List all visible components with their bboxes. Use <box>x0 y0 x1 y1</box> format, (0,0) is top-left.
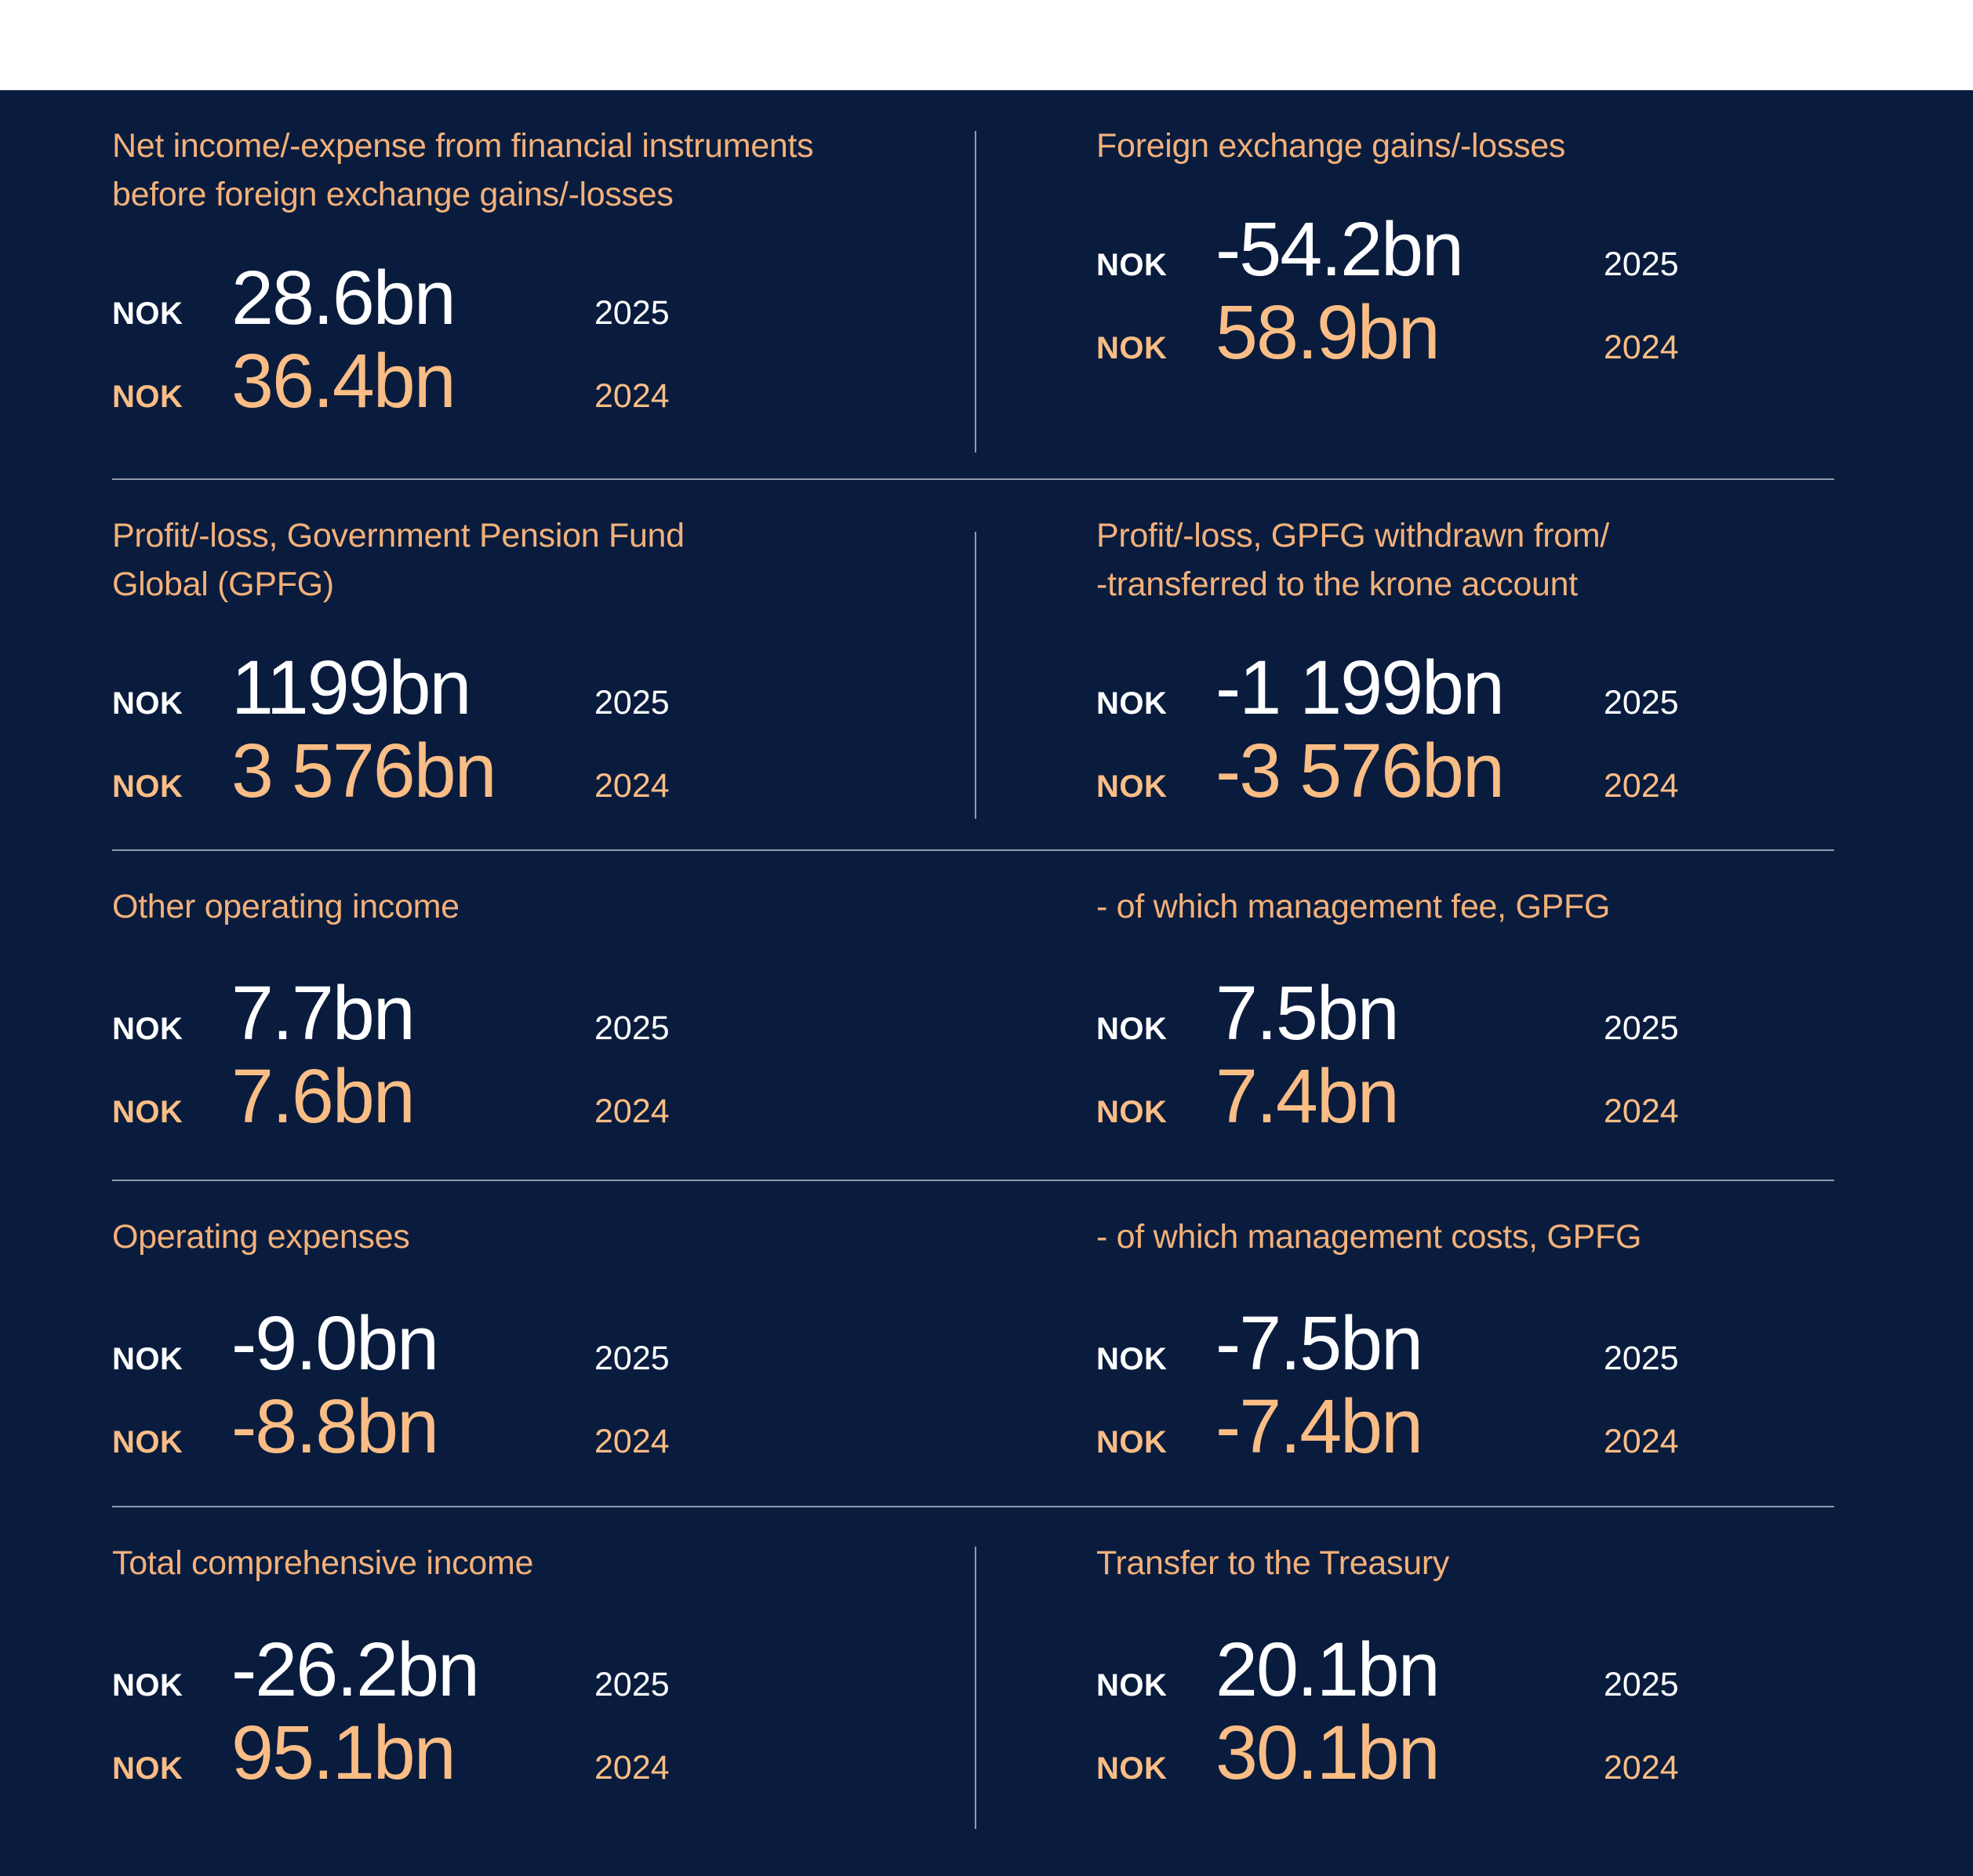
metric-value-2025: -1 199bn <box>1215 645 1503 730</box>
metric-value-2025: 20.1bn <box>1215 1627 1439 1712</box>
year-label-2025: 2025 <box>594 1666 670 1703</box>
year-label-2024: 2024 <box>1604 1093 1679 1130</box>
metric-values <box>1096 1628 1834 1794</box>
year-label-2025: 2025 <box>594 294 670 332</box>
metric-title <box>1096 1181 1834 1261</box>
card-profit-loss-gpfg <box>112 480 975 849</box>
currency-label: NOK <box>112 380 183 414</box>
metric-value-2025: 7.7bn <box>231 970 414 1056</box>
metric-title-line: Global (GPFG) <box>112 565 334 603</box>
currency-label: NOK <box>112 1751 183 1786</box>
value-line-2025 <box>112 256 975 340</box>
year-label-2024: 2024 <box>1604 329 1679 366</box>
metric-title-line: Foreign exchange gains/-losses <box>1096 127 1566 165</box>
metric-row-2 <box>112 480 1834 851</box>
metric-value-2024: 95.1bn <box>231 1710 455 1795</box>
metric-row-5 <box>112 1507 1834 1876</box>
currency-label: NOK <box>1096 331 1168 365</box>
currency-label: NOK <box>112 1095 183 1129</box>
currency-label: NOK <box>1096 686 1168 721</box>
year-label-2025: 2025 <box>594 1009 670 1047</box>
currency-label: NOK <box>1096 1751 1168 1786</box>
card-transfer-to-treasury <box>1096 1507 1834 1876</box>
currency-label: NOK <box>1096 1425 1168 1460</box>
card-operating-expenses <box>112 1181 975 1506</box>
metric-values <box>112 972 975 1138</box>
metric-value-2025: -9.0bn <box>231 1300 438 1386</box>
year-label-2025: 2025 <box>1604 245 1679 283</box>
metric-values <box>1096 646 1834 813</box>
metric-title-line: - of which management costs, GPFG <box>1096 1218 1642 1256</box>
vertical-divider <box>975 131 976 453</box>
metric-values <box>112 646 975 813</box>
year-label-2025: 2025 <box>1604 1340 1679 1377</box>
metric-values <box>112 1302 975 1468</box>
value-line-2025 <box>1096 1302 1834 1385</box>
value-line-2025 <box>1096 972 1834 1055</box>
metric-title-line: Operating expenses <box>112 1218 410 1256</box>
metric-title <box>112 480 975 609</box>
currency-label: NOK <box>112 1668 183 1703</box>
value-line-2024 <box>112 1711 975 1794</box>
value-line-2025 <box>112 1302 975 1385</box>
metric-value-2024: -3 576bn <box>1215 728 1503 813</box>
metric-values <box>112 1628 975 1794</box>
metric-value-2024: -8.8bn <box>231 1383 438 1469</box>
year-label-2024: 2024 <box>1604 1749 1679 1787</box>
value-line-2024 <box>112 1385 975 1468</box>
year-label-2025: 2025 <box>594 684 670 722</box>
metric-title-line: Profit/-loss, Government Pension Fund <box>112 517 685 554</box>
year-label-2024: 2024 <box>594 1749 670 1787</box>
currency-label: NOK <box>1096 1668 1168 1703</box>
card-management-fee-gpfg <box>1096 851 1834 1180</box>
metric-value-2025: 7.5bn <box>1215 970 1398 1056</box>
year-label-2024: 2024 <box>1604 767 1679 805</box>
vertical-divider <box>975 532 976 819</box>
year-label-2024: 2024 <box>594 767 670 805</box>
year-label-2024: 2024 <box>1604 1423 1679 1460</box>
metric-value-2025: -54.2bn <box>1215 206 1462 292</box>
year-label-2025: 2025 <box>1604 684 1679 722</box>
year-label-2024: 2024 <box>594 377 670 415</box>
value-line-2024 <box>112 729 975 813</box>
value-line-2024 <box>112 340 975 423</box>
metric-value-2025: 1199bn <box>231 645 471 730</box>
metric-title <box>1096 1507 1834 1587</box>
metric-value-2024: 7.4bn <box>1215 1053 1398 1139</box>
year-label-2025: 2025 <box>594 1340 670 1377</box>
card-profit-loss-gpfg-krone-account <box>1096 480 1834 849</box>
metric-title <box>112 90 975 219</box>
metric-title-line: Transfer to the Treasury <box>1096 1544 1450 1582</box>
card-net-income-financial-instruments <box>112 90 975 478</box>
currency-label: NOK <box>112 1342 183 1376</box>
metric-value-2025: -26.2bn <box>231 1627 478 1712</box>
currency-label: NOK <box>1096 769 1168 804</box>
currency-label: NOK <box>112 1425 183 1460</box>
metric-title <box>1096 480 1834 609</box>
metric-value-2024: 58.9bn <box>1215 289 1439 375</box>
metric-values <box>1096 1302 1834 1468</box>
metric-value-2025: -7.5bn <box>1215 1300 1423 1386</box>
vertical-divider <box>975 1547 976 1829</box>
metric-row-1 <box>112 90 1834 480</box>
metric-value-2024: 7.6bn <box>231 1053 414 1139</box>
metric-title-line: Other operating income <box>112 888 460 925</box>
metric-title <box>1096 851 1834 931</box>
metric-title <box>1096 90 1834 170</box>
metric-values <box>1096 208 1834 374</box>
currency-label: NOK <box>1096 248 1168 282</box>
year-label-2024: 2024 <box>594 1093 670 1130</box>
year-label-2025: 2025 <box>1604 1666 1679 1703</box>
currency-label: NOK <box>112 769 183 804</box>
metric-title <box>112 1181 975 1261</box>
value-line-2025 <box>1096 646 1834 729</box>
value-line-2025 <box>1096 1628 1834 1711</box>
metric-title-line: -transferred to the krone account <box>1096 565 1578 603</box>
metric-title-line: - of which management fee, GPFG <box>1096 888 1611 925</box>
currency-label: NOK <box>112 1012 183 1046</box>
card-management-costs-gpfg <box>1096 1181 1834 1506</box>
year-label-2024: 2024 <box>594 1423 670 1460</box>
card-total-comprehensive-income <box>112 1507 975 1876</box>
card-other-operating-income <box>112 851 975 1180</box>
currency-label: NOK <box>1096 1342 1168 1376</box>
currency-label: NOK <box>112 296 183 331</box>
card-foreign-exchange-gains-losses <box>1096 90 1834 478</box>
metric-values <box>112 256 975 423</box>
value-line-2025 <box>112 1628 975 1711</box>
metric-value-2025: 28.6bn <box>231 255 455 340</box>
currency-label: NOK <box>112 686 183 721</box>
metric-title-line: Profit/-loss, GPFG withdrawn from/ <box>1096 517 1610 554</box>
metric-title <box>112 851 975 931</box>
metric-value-2024: 36.4bn <box>231 338 455 424</box>
year-label-2025: 2025 <box>1604 1009 1679 1047</box>
metric-title-line: before foreign exchange gains/-losses <box>112 176 674 213</box>
metric-value-2024: 3 576bn <box>231 728 496 813</box>
currency-label: NOK <box>1096 1012 1168 1046</box>
metric-row-3 <box>112 851 1834 1181</box>
metric-value-2024: 30.1bn <box>1215 1710 1439 1795</box>
value-line-2024 <box>112 1055 975 1138</box>
metric-row-4 <box>112 1181 1834 1507</box>
metric-title-line: Total comprehensive income <box>112 1544 534 1582</box>
metric-value-2024: -7.4bn <box>1215 1383 1423 1469</box>
metric-title <box>112 1507 975 1587</box>
currency-label: NOK <box>1096 1095 1168 1129</box>
value-line-2025 <box>112 972 975 1055</box>
metric-title-line: Net income/-expense from financial instruments <box>112 127 814 165</box>
metric-values <box>1096 972 1834 1138</box>
top-white-bar <box>0 0 1973 90</box>
value-line-2025 <box>1096 208 1834 291</box>
value-line-2025 <box>112 646 975 729</box>
